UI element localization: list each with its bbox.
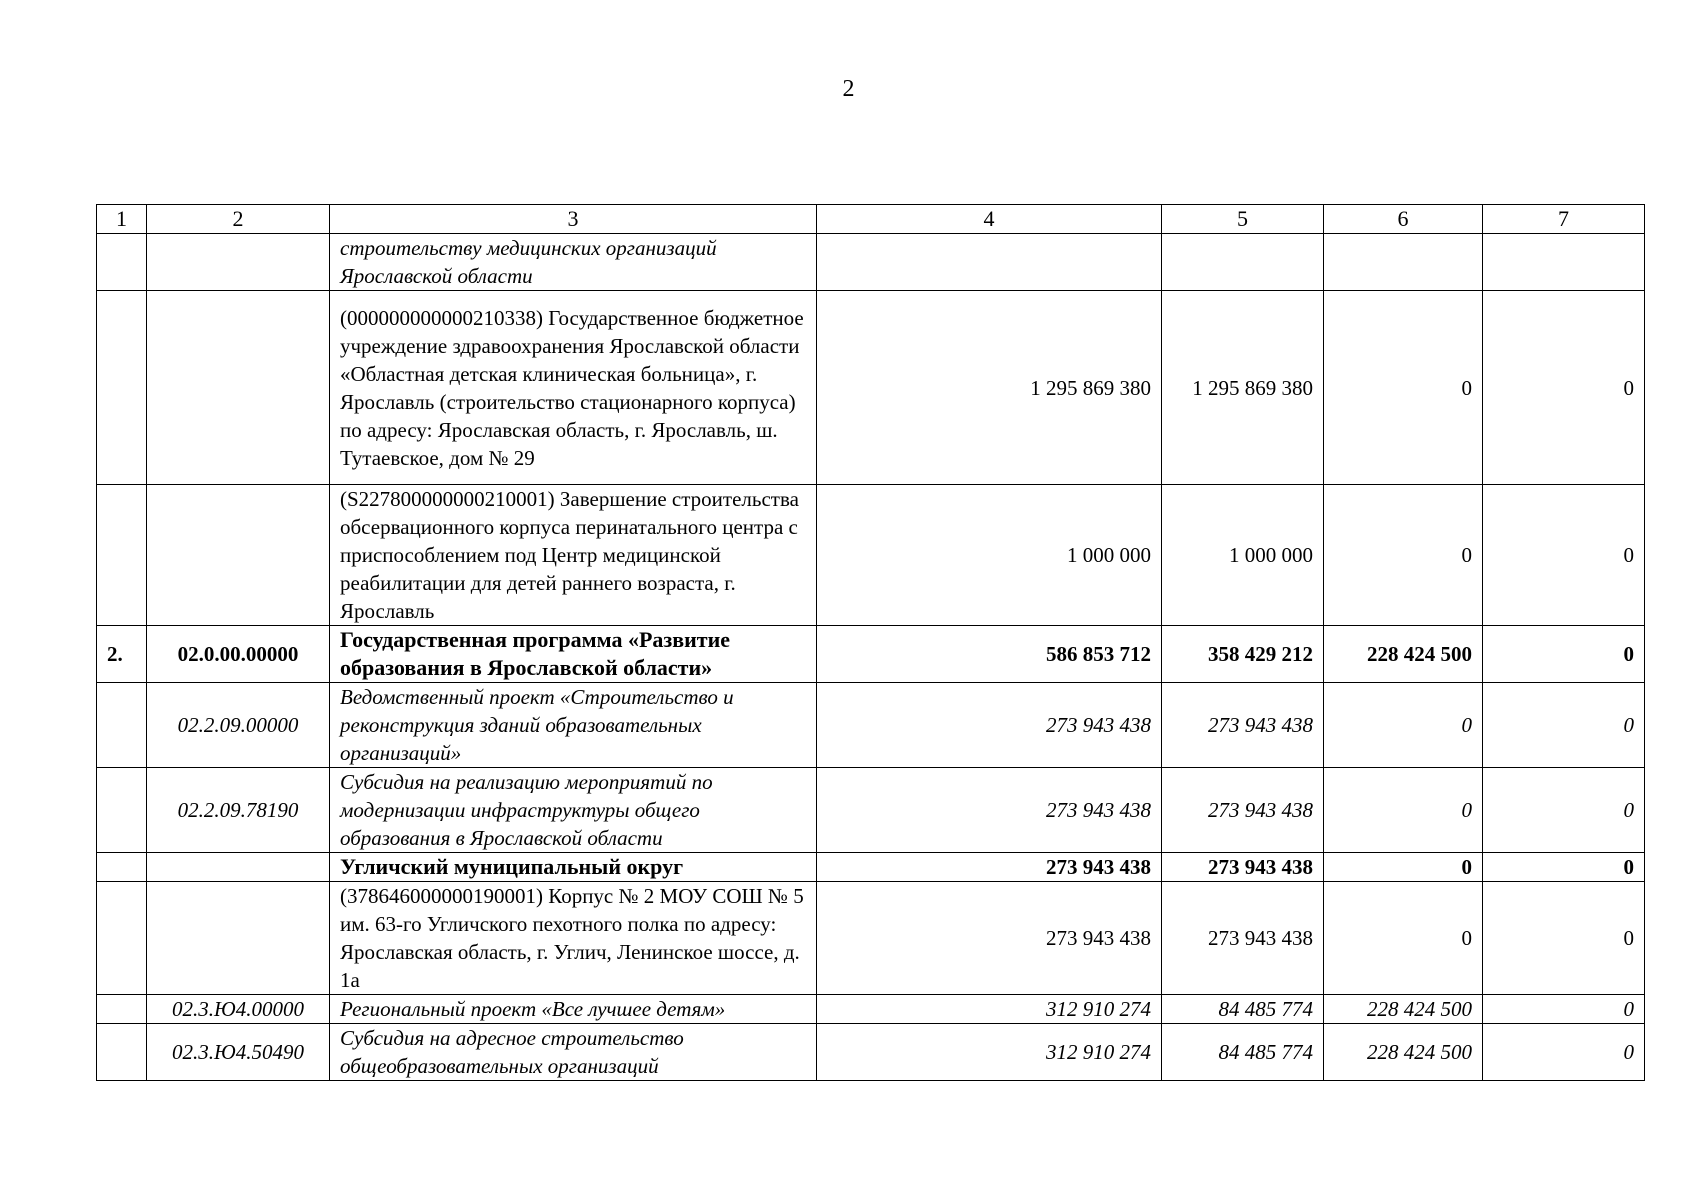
row-col-6: 0: [1324, 485, 1483, 626]
row-number: [97, 1024, 147, 1081]
row-col-6: 0: [1324, 768, 1483, 853]
row-col-6: 0: [1324, 291, 1483, 485]
table-row: [97, 485, 1645, 626]
row-code: [147, 882, 330, 995]
row-col-6: 0: [1324, 882, 1483, 995]
row-code: [147, 485, 330, 626]
row-number: [97, 768, 147, 853]
row-col-5: 273 943 438: [1162, 882, 1324, 995]
row-col-6: 0: [1324, 853, 1483, 882]
row-code: [147, 234, 330, 291]
row-code: 02.2.09.78190: [147, 768, 330, 853]
table-row: [97, 882, 1645, 995]
header-col-7: 7: [1483, 205, 1645, 234]
row-code: 02.0.00.00000: [147, 626, 330, 683]
table-row: [97, 1024, 1645, 1081]
row-col-4: 312 910 274: [817, 1024, 1162, 1081]
row-col-6: 228 424 500: [1324, 626, 1483, 683]
row-name: Государственная программа «Развитие образования в Ярославской области»: [330, 626, 817, 683]
row-name: строительству медицинских организаций Ярославской области: [330, 234, 817, 291]
table-row-municipality: [97, 853, 1645, 882]
row-col-5: 1 000 000: [1162, 485, 1324, 626]
row-code: 02.3.Ю4.00000: [147, 995, 330, 1024]
row-col-6: 228 424 500: [1324, 995, 1483, 1024]
row-col-7: 0: [1483, 291, 1645, 485]
row-code: [147, 291, 330, 485]
row-col-5: 273 943 438: [1162, 768, 1324, 853]
row-name: Субсидия на реализацию мероприятий по модернизации инфраструктуры общего образования в Ярославской области: [330, 768, 817, 853]
row-code: 02.2.09.00000: [147, 683, 330, 768]
page-number: 2: [842, 76, 855, 102]
row-number: [97, 485, 147, 626]
table-row: [97, 683, 1645, 768]
row-col-7: 0: [1483, 768, 1645, 853]
header-col-5: 5: [1162, 205, 1324, 234]
row-name: Субсидия на адресное строительство общеобразовательных организаций: [330, 1024, 817, 1081]
row-col-7: 0: [1483, 1024, 1645, 1081]
row-number: [97, 882, 147, 995]
row-col-7: 0: [1483, 485, 1645, 626]
header-col-6: 6: [1324, 205, 1483, 234]
row-col-4: 273 943 438: [817, 853, 1162, 882]
row-col-5: 84 485 774: [1162, 995, 1324, 1024]
row-col-5: 1 295 869 380: [1162, 291, 1324, 485]
row-col-4: 1 000 000: [817, 485, 1162, 626]
row-name: (378646000000190001) Корпус № 2 МОУ СОШ № 5 им. 63-го Угличского пехотного полка по адресу: Ярославская область, г. Углич, Ленинское шоссе, д. 1а: [330, 882, 817, 995]
header-col-2: 2: [147, 205, 330, 234]
header-col-4: 4: [817, 205, 1162, 234]
header-col-1: 1: [97, 205, 147, 234]
row-code: 02.3.Ю4.50490: [147, 1024, 330, 1081]
row-col-7: 0: [1483, 882, 1645, 995]
row-col-7: [1483, 234, 1645, 291]
row-number: [97, 683, 147, 768]
row-number: [97, 995, 147, 1024]
row-col-6: 228 424 500: [1324, 1024, 1483, 1081]
table-row: [97, 234, 1645, 291]
budget-table: [96, 204, 1645, 1081]
row-name: Региональный проект «Все лучшее детям»: [330, 995, 817, 1024]
row-col-4: 1 295 869 380: [817, 291, 1162, 485]
row-code: [147, 853, 330, 882]
row-col-4: 273 943 438: [817, 768, 1162, 853]
row-col-6: 0: [1324, 683, 1483, 768]
row-col-4: 273 943 438: [817, 882, 1162, 995]
table-row-program: [97, 626, 1645, 683]
row-name: Ведомственный проект «Строительство и реконструкция зданий образовательных организаций»: [330, 683, 817, 768]
row-col-4: 312 910 274: [817, 995, 1162, 1024]
table-header-row: [97, 205, 1645, 234]
row-name: (000000000000210338) Государственное бюджетное учреждение здравоохранения Ярославской области «Областная детская клиническая больница», г. Ярославль (строительство стационарного корпуса) по адресу: Ярославская область, г. Ярославль, ш. Тутаевское, дом № 29: [330, 291, 817, 485]
row-col-7: 0: [1483, 626, 1645, 683]
row-col-7: 0: [1483, 995, 1645, 1024]
row-col-5: 84 485 774: [1162, 1024, 1324, 1081]
row-col-4: [817, 234, 1162, 291]
row-col-7: 0: [1483, 683, 1645, 768]
row-name: (S227800000000210001) Завершение строительства обсервационного корпуса перинатального центра с приспособлением под Центр медицинской реабилитации для детей раннего возраста, г. Ярославль: [330, 485, 817, 626]
header-col-3: 3: [330, 205, 817, 234]
row-col-5: 358 429 212: [1162, 626, 1324, 683]
row-number: 2.: [97, 626, 147, 683]
row-col-7: 0: [1483, 853, 1645, 882]
row-col-4: 586 853 712: [817, 626, 1162, 683]
table-row: [97, 768, 1645, 853]
row-number: [97, 234, 147, 291]
row-number: [97, 291, 147, 485]
row-col-6: [1324, 234, 1483, 291]
row-col-4: 273 943 438: [817, 683, 1162, 768]
row-number: [97, 853, 147, 882]
row-name: Угличский муниципальный округ: [330, 853, 817, 882]
row-col-5: [1162, 234, 1324, 291]
row-col-5: 273 943 438: [1162, 853, 1324, 882]
row-col-5: 273 943 438: [1162, 683, 1324, 768]
table-row: [97, 995, 1645, 1024]
table-row: [97, 291, 1645, 485]
